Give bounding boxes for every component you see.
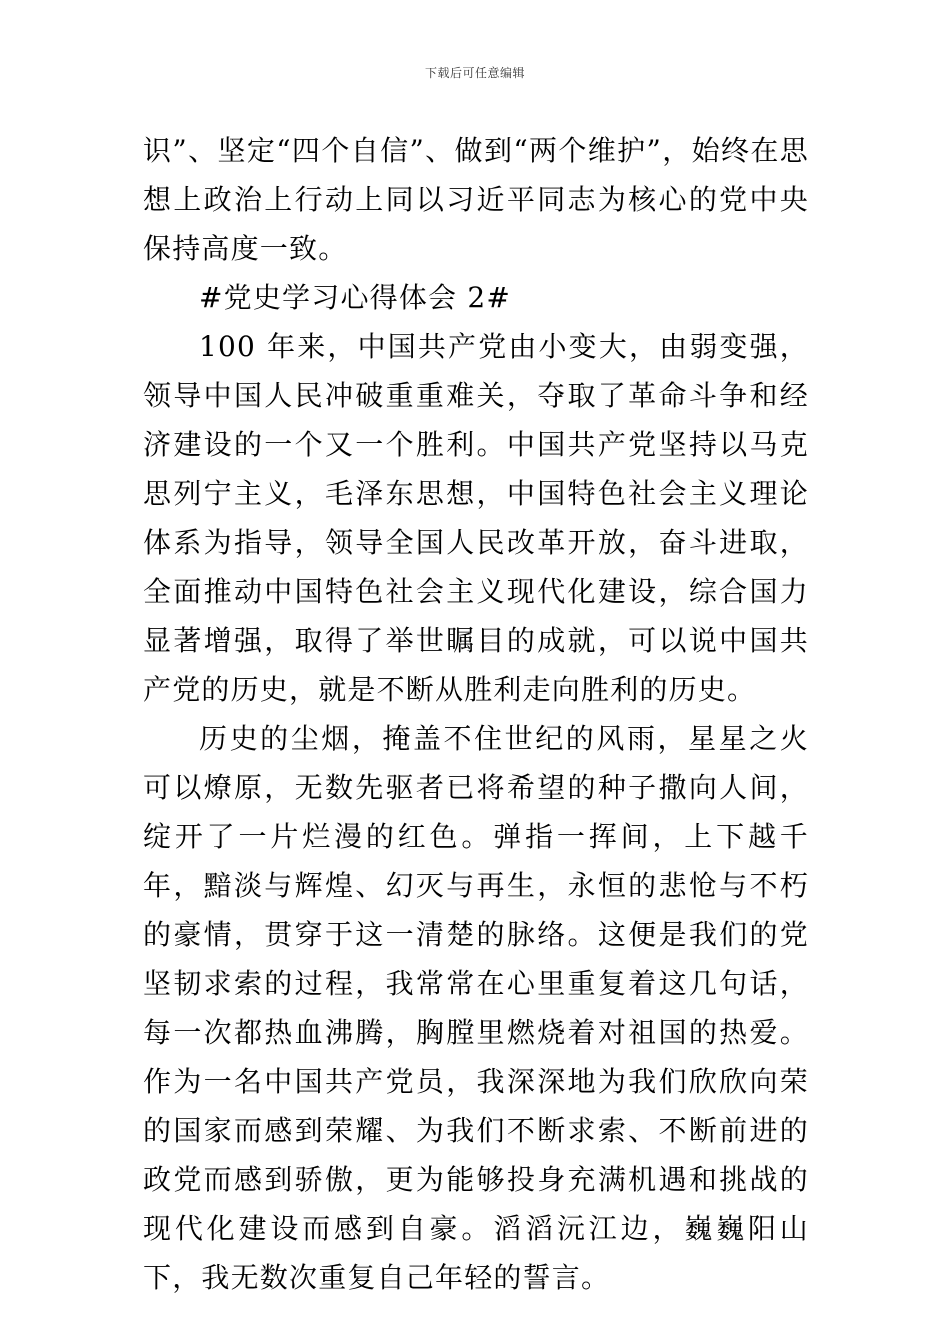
paragraph-reflection: 历史的尘烟，掩盖不住世纪的风雨，星星之火可以燎原，无数先驱者已将希望的种子撒向人间，绽开了一片烂漫的红色。弹指一挥间，上下越千年，黯淡与辉煌、幻灭与再生，永恒的悲怆与不朽的豪情，贯穿于这一清楚的脉络。这便是我们的党坚韧求索的过程，我常常在心里重复着这几句话，每一次都热血沸腾，胸膛里燃烧着对祖国的热爱。作为一名中国共产党员，我深深地为我们欣欣向荣的国家而感到荣耀、为我们不断求索、不断前进的政党而感到骄傲，更为能够投身充满机遇和挑战的现代化建设而感到自豪。滔滔沅江边，巍巍阳山下，我无数次重复自己年轻的誓言。 (143, 722, 809, 1294)
section-heading: #党史学习心得体会 2# (199, 281, 512, 314)
paragraph-history: 100 年来，中国共产党由小变大，由弱变强，领导中国人民冲破重重难关，夺取了革命斗争和经济建设的一个又一个胜利。中国共产党坚持以马克思列宁主义，毛泽东思想，中国特色社会主义理论体系为指导，领导全国人民改革开放，奋斗进取，全面推动中国特色社会主义现代化建设，综合国力显著增强，取得了举世瞩目的成就，可以说中国共产党的历史，就是不断从胜利走向胜利的历史。 (143, 330, 809, 706)
paragraph-continuation: 识”、坚定“四个自信”、做到“两个维护”，始终在思想上政治上行动上同以习近平同志为核心的党中央保持高度一致。 (143, 134, 809, 265)
page-header-note: 下载后可任意编辑 (424, 66, 525, 80)
document-body (143, 126, 809, 1302)
